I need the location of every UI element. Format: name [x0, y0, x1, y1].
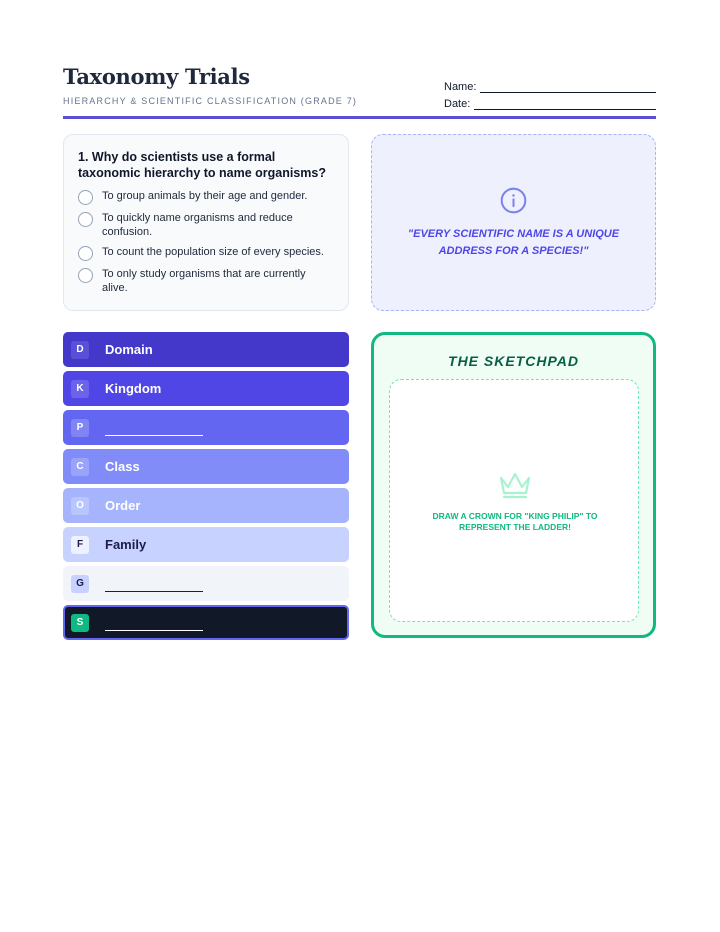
taxonomy-ladder — [63, 332, 349, 644]
rank-blank-line[interactable] — [105, 582, 203, 592]
name-label: Name: — [444, 81, 477, 93]
page-subtitle: HIERARCHY & SCIENTIFIC CLASSIFICATION (GRADE 7) — [63, 96, 358, 106]
date-field[interactable] — [444, 93, 656, 110]
quiz-card — [63, 134, 349, 311]
rank-letter-badge: K — [71, 380, 89, 398]
rank-letter-badge: D — [71, 341, 89, 359]
ladder-rank — [63, 605, 349, 640]
rank-letter-badge: P — [71, 419, 89, 437]
name-field[interactable] — [444, 76, 656, 93]
quiz-option[interactable] — [78, 189, 334, 205]
worksheet-header — [63, 64, 656, 120]
student-fields — [444, 76, 656, 110]
quiz-option-text: To count the population size of every species. — [102, 246, 324, 258]
quote-text: "EVERY SCIENTIFIC NAME IS A UNIQUE ADDRESS FOR A SPECIES!" — [407, 228, 620, 257]
radio-button[interactable] — [78, 246, 93, 261]
quiz-option-text: To only study organisms that are currently alive. — [102, 268, 306, 294]
rank-blank-line[interactable] — [105, 621, 203, 631]
ladder-rank — [63, 449, 349, 484]
rank-letter-badge: S — [71, 614, 89, 632]
quiz-option[interactable] — [78, 245, 334, 261]
sketchpad — [371, 332, 656, 638]
rank-letter-badge: F — [71, 536, 89, 554]
radio-button[interactable] — [78, 268, 93, 283]
quiz-question: 1. Why do scientists use a formal taxonomic hierarchy to name organisms? — [78, 150, 326, 180]
drawing-area[interactable] — [389, 379, 639, 622]
ladder-rank — [63, 332, 349, 367]
rank-name: Order — [105, 498, 141, 513]
rank-letter-badge: O — [71, 497, 89, 515]
quiz-option[interactable] — [78, 267, 334, 295]
quote-card — [371, 134, 656, 311]
info-icon — [500, 187, 527, 214]
rank-name: Family — [105, 537, 147, 552]
radio-button[interactable] — [78, 212, 93, 227]
ladder-rank — [63, 371, 349, 406]
quiz-option-text: To quickly name organisms and reduce confusion. — [102, 212, 293, 238]
date-line[interactable] — [474, 101, 656, 110]
quiz-option-text: To group animals by their age and gender. — [102, 190, 308, 202]
rank-letter-badge: C — [71, 458, 89, 476]
ladder-rank — [63, 566, 349, 601]
rank-name: Domain — [105, 342, 153, 357]
radio-button[interactable] — [78, 190, 93, 205]
page-title: Taxonomy Trials — [63, 64, 250, 89]
date-label: Date: — [444, 98, 471, 110]
quiz-option[interactable] — [78, 211, 334, 239]
ladder-rank — [63, 410, 349, 445]
sketchpad-caption: DRAW A CROWN FOR "KING PHILIP" TO REPRESENT THE LADDER! — [432, 511, 598, 532]
rank-name: Kingdom — [105, 381, 162, 396]
rank-name: Class — [105, 459, 140, 474]
ladder-rank — [63, 527, 349, 562]
rank-blank-line[interactable] — [105, 426, 203, 436]
header-divider — [63, 116, 656, 119]
crown-icon — [498, 470, 532, 500]
rank-letter-badge: G — [71, 575, 89, 593]
name-line[interactable] — [480, 84, 656, 93]
ladder-rank — [63, 488, 349, 523]
sketchpad-title: THE SKETCHPAD — [448, 353, 579, 369]
